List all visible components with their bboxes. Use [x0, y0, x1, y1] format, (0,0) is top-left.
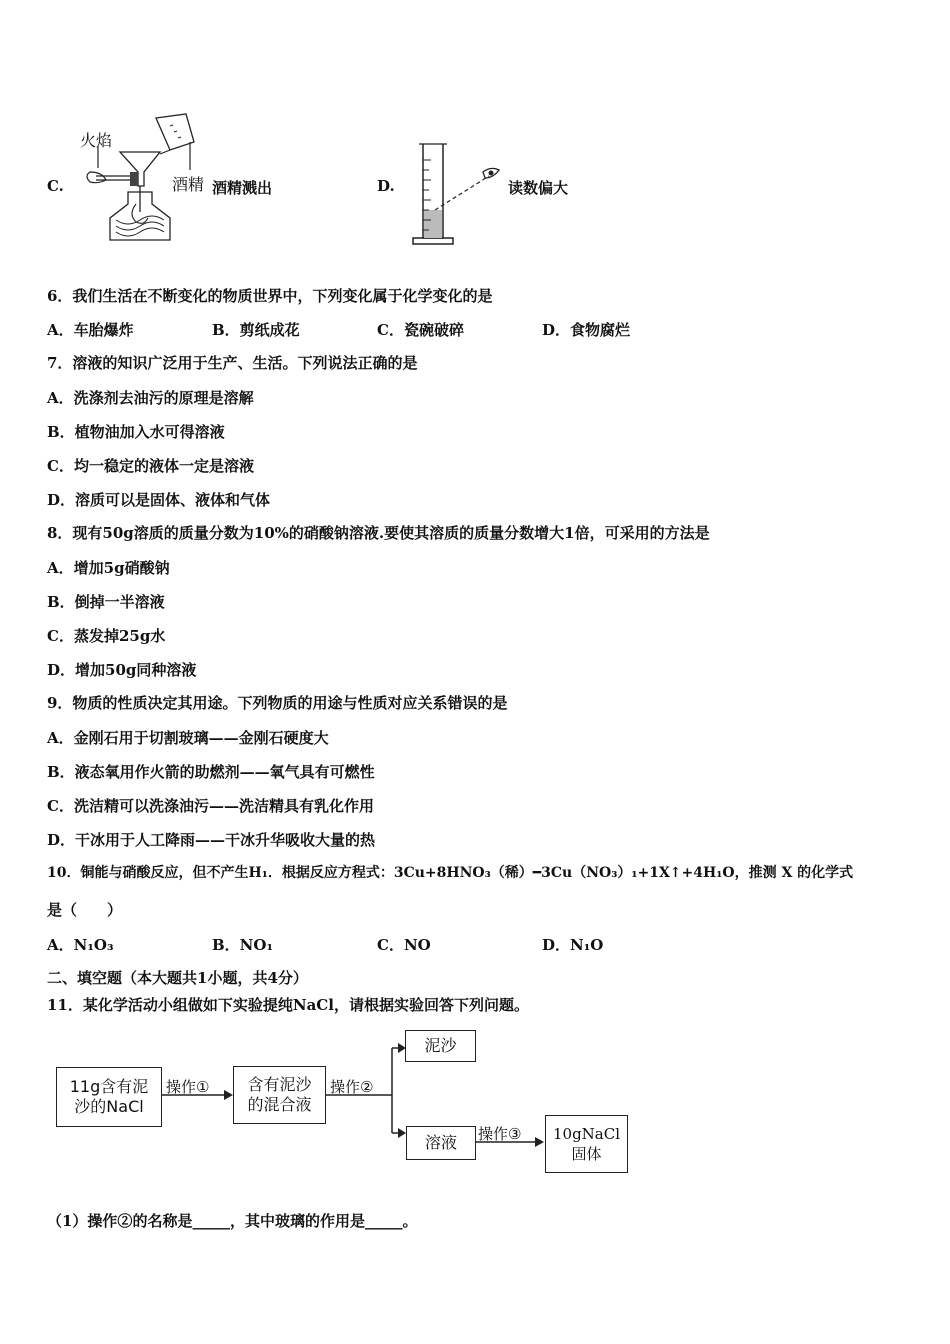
option-d: D．增加50g同种溶液: [47, 661, 197, 679]
flow-box-line: 11g含有泥: [69, 1077, 149, 1096]
question-stem: 11．某化学活动小组做如下实验提纯NaCl，请根据实验回答下列问题。: [47, 996, 529, 1014]
option-b: B．液态氧用作火箭的助燃剂——氧气具有可燃性: [47, 763, 375, 781]
flow-box-line: 含有泥沙: [247, 1075, 312, 1094]
operation-1-label: 操作①: [166, 1078, 210, 1096]
question-stem-line1: 10．铜能与硝酸反应，但不产生H₁．根据反应方程式：3Cu+8HNO₃（稀）━3Cu（NO₃）₁+1X↑+4H₁O，推测 X 的化学式: [47, 865, 854, 881]
flame-label: 火焰: [80, 131, 113, 150]
operation-3-label: 操作③: [478, 1125, 522, 1143]
flow-box-pure-nacl: [545, 1115, 628, 1173]
operation-2-label: 操作②: [330, 1078, 374, 1096]
option-letter: D.: [377, 177, 395, 195]
option-b: B．倒掉一半溶液: [47, 593, 165, 611]
option-b: B．NO₁: [212, 936, 274, 954]
option-letter: C.: [47, 177, 64, 195]
section-heading: 二、填空题（本大题共1小题，共4分）: [47, 969, 308, 987]
option-b: B．剪纸成花: [212, 321, 300, 339]
option-c: C．蒸发掉25g水: [47, 627, 166, 645]
option-text: 读数偏大: [508, 179, 569, 197]
option-d: D．食物腐烂: [542, 321, 631, 339]
option-text: 酒精溅出: [212, 179, 273, 197]
question-stem-line2: 是（ ）: [47, 901, 123, 919]
option-b: B．植物油加入水可得溶液: [47, 423, 225, 441]
option-c: C．洗洁精可以洗涤油污——洗洁精具有乳化作用: [47, 797, 374, 815]
flow-box-line: 的混合液: [247, 1095, 312, 1114]
flow-box-solution: 溶液: [406, 1126, 476, 1160]
option-c: C．均一稳定的液体一定是溶液: [47, 457, 254, 475]
option-d: D．溶质可以是固体、液体和气体: [47, 491, 271, 509]
option-c: C．NO: [377, 936, 431, 954]
flow-box-mixture: [233, 1066, 326, 1124]
option-d: D．干冰用于人工降雨——干冰升华吸收大量的热: [47, 831, 376, 849]
sub-question-1: （1）操作②的名称是_____，其中玻璃的作用是_____。: [47, 1212, 418, 1230]
alcohol-label: 酒精: [172, 175, 205, 194]
option-a: A．金刚石用于切割玻璃——金刚石硬度大: [47, 729, 329, 747]
flow-box-sand: 泥沙: [405, 1030, 476, 1062]
option-a: A．N₁O₃: [47, 936, 114, 954]
flow-box-line: 固体: [571, 1145, 602, 1163]
question-stem: 6．我们生活在不断变化的物质世界中，下列变化属于化学变化的是: [47, 287, 493, 305]
flow-box-impure-nacl: [56, 1067, 162, 1127]
option-d: D．N₁O: [542, 936, 604, 954]
question-stem: 7．溶液的知识广泛用于生产、生活。下列说法正确的是: [47, 354, 418, 372]
question-stem: 9．物质的性质决定其用途。下列物质的用途与性质对应关系错误的是: [47, 694, 508, 712]
flow-box-line: 10gNaCl: [552, 1125, 621, 1143]
flow-box-line: 沙的NaCl: [74, 1097, 144, 1116]
option-c: C．瓷碗破碎: [377, 321, 464, 339]
question-stem: 8．现有50g溶质的质量分数为10%的硝酸钠溶液.要使其溶质的质量分数增大1倍，可采用的方法是: [47, 524, 710, 542]
option-a: A．增加5g硝酸钠: [47, 559, 170, 577]
option-a: A．车胎爆炸: [47, 321, 134, 339]
option-a: A．洗涤剂去油污的原理是溶解: [47, 389, 254, 407]
